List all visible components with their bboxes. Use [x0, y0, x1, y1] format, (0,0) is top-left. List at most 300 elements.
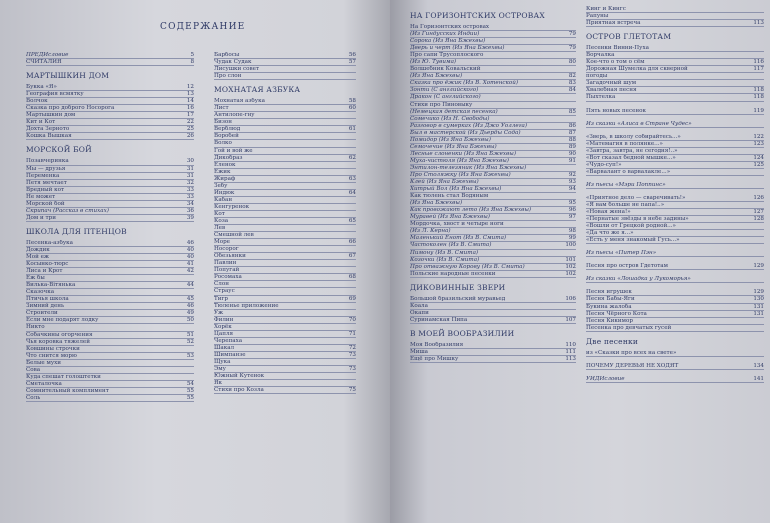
toc-entry-page: 89 [568, 143, 576, 150]
toc-entry [214, 148, 356, 155]
toc-entry-title: Птичья школа [26, 296, 69, 303]
toc-entry-page: 111 [565, 348, 576, 355]
toc-entry-title: Мордочка, хвост и четыре ноги [410, 221, 504, 228]
toc-entry-page: 124 [753, 154, 764, 161]
toc-entry-page: 82 [568, 73, 576, 80]
toc-entry-page: 12 [186, 84, 194, 91]
toc-entry-title: Дракон (С английского) [410, 94, 481, 101]
toc-entry-title: Обезьянки [214, 253, 246, 260]
toc-entry-title: Индюк [214, 189, 235, 196]
toc-entry [26, 268, 194, 275]
toc-entry [586, 195, 764, 202]
toc-entry [26, 346, 194, 353]
toc-entry-title: Еленок [214, 161, 236, 168]
toc-entry [410, 151, 576, 158]
toc-entry-title: Дохта Зерното [26, 126, 70, 133]
toc-entry [586, 59, 764, 66]
toc-entry-title: Собачкины огорчения [26, 331, 93, 338]
toc-entry [586, 148, 764, 155]
toc-entry-page: 41 [186, 261, 194, 268]
toc-entry-page: 33 [186, 186, 194, 193]
toc-entry [214, 59, 356, 66]
toc-entry-title: Лист [214, 105, 229, 112]
toc-entry-title: Из сказки «Алиса в Стране Чудес» [586, 120, 692, 127]
toc-entry [586, 87, 764, 94]
toc-entry [214, 183, 356, 190]
toc-entry-page: 113 [565, 355, 576, 362]
toc-entry-page: 129 [753, 263, 764, 270]
toc-entry [410, 271, 576, 278]
toc-entry [410, 158, 576, 165]
toc-entry [26, 374, 194, 381]
toc-entry-title: Сказочка [26, 289, 55, 296]
toc-entry-title: (Из Гиндусских Индии) [410, 31, 480, 38]
toc-entry-title: Филин [214, 316, 234, 323]
toc-entry-title: Семочечие (Из Яна Бжехвы) [410, 143, 497, 150]
toc-column-4 [586, 6, 764, 383]
toc-entry-page: 69 [348, 295, 356, 302]
toc-entry [586, 73, 764, 80]
toc-entry-title: Польские народные песенки [410, 270, 496, 277]
toc-entry-page: 118 [753, 94, 764, 101]
toc-entry-title: Зимний день [26, 303, 65, 310]
toc-entry-page: 54 [186, 380, 194, 387]
toc-entry [26, 310, 194, 317]
toc-entry [26, 194, 194, 201]
toc-entry-page: 46 [186, 303, 194, 310]
toc-entry-title: Маленький Енот (Из В. Смита) [410, 235, 507, 242]
toc-entry-title: из «Сказки про всех на свете» [586, 349, 677, 356]
toc-entry [586, 276, 764, 283]
toc-entry-page: 102 [565, 263, 576, 270]
toc-entry-page: 53 [186, 352, 194, 359]
toc-entry [214, 281, 356, 288]
toc-column-3 [410, 6, 576, 363]
toc-entry [26, 166, 194, 173]
toc-entry-title: Петя мечтает [26, 179, 67, 186]
toc-entry-page: 52 [186, 338, 194, 345]
toc-entry-title: География всмятку [26, 91, 84, 98]
toc-entry-page: 84 [568, 87, 576, 94]
toc-entry-title: (Из Л. Керна) [410, 228, 451, 235]
toc-entry-title: Лиса и Крот [26, 268, 63, 275]
toc-entry-page: 96 [568, 207, 576, 214]
toc-entry-page: 107 [565, 316, 576, 323]
toc-entry-title: Моя Вообразилия [410, 341, 464, 348]
toc-entry-title: Дождик [26, 246, 50, 253]
toc-entry-title: Кот [214, 210, 225, 217]
right-page [390, 0, 770, 523]
toc-entry-title: Как провожают лето (Из Яна Бжехвы) [410, 207, 532, 214]
toc-entry-title: Лев [214, 225, 226, 232]
toc-entry-title: Слон [214, 281, 229, 288]
toc-entry-page: 66 [348, 239, 356, 246]
toc-entry [214, 190, 356, 197]
toc-entry-title: «Вот сказал бедной мышке...» [586, 154, 676, 161]
toc-entry [214, 73, 356, 80]
toc-entry-title: Мохнатая азбука [214, 98, 265, 105]
toc-entry [586, 209, 764, 216]
toc-entry [410, 349, 576, 356]
toc-entry [214, 66, 356, 73]
toc-entry-title: Дом и три [26, 214, 56, 221]
toc-entry [214, 140, 356, 147]
toc-entry [586, 250, 764, 257]
toc-entry-page: 39 [186, 214, 194, 221]
toc-entry [26, 324, 194, 331]
toc-entry-title: (Из Яна Бжехвы) [410, 200, 463, 207]
toc-entry-title: Попугай [214, 267, 240, 274]
toc-entry-page: 67 [348, 253, 356, 260]
toc-entry [214, 373, 356, 380]
toc-entry [26, 180, 194, 187]
toc-entry-page: 129 [753, 289, 764, 296]
toc-entry [410, 94, 576, 101]
toc-entry-title: Сказка про ёжик (Из В. Хотенской) [410, 80, 519, 87]
toc-entry-title: Загадочный шум [586, 80, 637, 87]
toc-entry-title: Черепаха [214, 337, 243, 344]
toc-entry [410, 356, 576, 363]
toc-entry-title: Щука [214, 358, 231, 365]
toc-entry-title: погоды [586, 73, 608, 80]
toc-entry-title: Что снится морю [26, 352, 77, 359]
toc-entry [410, 172, 576, 179]
toc-entry [586, 52, 764, 59]
toc-entry [214, 338, 356, 345]
toc-entry [214, 126, 356, 133]
toc-entry-title: Коала [410, 302, 428, 309]
toc-entry-page: 26 [186, 133, 194, 140]
toc-entry-page: 46 [186, 239, 194, 246]
toc-entry-page: 106 [565, 295, 576, 302]
toc-entry-page: 58 [348, 98, 356, 105]
toc-entry-title: Морской бой [26, 200, 65, 207]
toc-entry-title: Муха-чистюля (Из Яна Бжехвы) [410, 157, 509, 164]
toc-entry-title: «Есть у меня знакомый Гусь...» [586, 237, 680, 244]
toc-entry-page: 75 [348, 387, 356, 394]
toc-entry [410, 130, 576, 137]
toc-entry-title: Лисушки совет [214, 66, 260, 73]
toc-entry-page: 90 [568, 150, 576, 157]
toc-entry-title: Сомечико (Из Н. Свободы) [410, 115, 490, 122]
toc-entry [410, 207, 576, 214]
toc-entry-page: 122 [753, 133, 764, 140]
toc-entry-page: 61 [348, 126, 356, 133]
toc-entry-page: 117 [753, 66, 764, 73]
toc-entry-title: Гой и вой же [214, 147, 253, 154]
toc-entry-page: 102 [565, 270, 576, 277]
toc-entry [410, 296, 576, 303]
toc-entry [586, 263, 764, 270]
toc-entry-title: Помидор (Из Яна Бжехвы) [410, 136, 491, 143]
toc-entry-title: Рапуны [586, 13, 609, 20]
toc-entry-page: 119 [753, 107, 764, 114]
toc-entry-title: Про слон [214, 73, 242, 80]
toc-section-heading: В МОЕЙ ВООБРАЗИЛИИ [410, 328, 515, 338]
toc-entry [26, 52, 194, 59]
toc-entry-title: Чья коровка тяжелей [26, 338, 90, 345]
toc-entry [586, 202, 764, 209]
toc-entry-title: Кое-что о том о сём [586, 59, 645, 66]
toc-entry [214, 317, 356, 324]
toc-entry-page: 30 [186, 158, 194, 165]
toc-entry-title: ПОЧЕМУ ДЕРЕВЬЯ НЕ ХОДЯТ [586, 362, 679, 369]
toc-entry-title: Песенка про девчатых гусей [586, 324, 672, 331]
toc-entry-title: Пыхтелка [586, 94, 616, 101]
toc-entry [586, 376, 764, 383]
toc-entry-title: Кошка Вышкая [26, 133, 72, 140]
toc-entry-title: Песня игрушек [586, 289, 632, 296]
toc-entry-title: Як [214, 380, 223, 387]
toc-entry-page: 97 [568, 214, 576, 221]
toc-entry-title: Эму [214, 365, 226, 372]
toc-entry-page: 85 [568, 108, 576, 115]
toc-entry-title: Про отважную Корову (Из В. Смита) [410, 263, 525, 270]
toc-entry [26, 332, 194, 339]
toc-entry-title: Муравей (Из Яна Бжехвы) [410, 214, 490, 221]
toc-entry-page: 100 [565, 242, 576, 249]
toc-entry [410, 303, 576, 310]
toc-entry-page: 42 [186, 268, 194, 275]
toc-entry-title: Хорёк [214, 323, 232, 330]
toc-entry [410, 38, 576, 45]
toc-entry-title: Росомаха [214, 274, 242, 281]
toc-entry [586, 162, 764, 169]
toc-entry-title: Зонти (С английского) [410, 87, 479, 94]
toc-entry-title: Из пьесы «Мэри Поппинс» [586, 181, 666, 188]
toc-entry-title: «Завтра, завтра, не сегодня!..» [586, 147, 678, 154]
toc-entry-page: 130 [753, 296, 764, 303]
toc-entry [26, 187, 194, 194]
toc-entry [410, 221, 576, 228]
toc-entry-page: 55 [186, 387, 194, 394]
toc-entry [214, 112, 356, 119]
toc-entry [214, 331, 356, 338]
toc-entry [410, 102, 576, 109]
toc-entry-title: Окапи [410, 309, 429, 316]
toc-entry-page: 57 [348, 59, 356, 66]
toc-entry-title: Стихи про Пиновыку [410, 101, 473, 108]
toc-entry-title: Белые мухи [26, 359, 62, 366]
toc-entry [586, 216, 764, 223]
toc-section-heading: ОСТРОВ ГЛЕТОТАМ [586, 32, 672, 42]
toc-column-2 [214, 52, 356, 394]
toc-entry-title: Южный Кутенок [214, 373, 265, 380]
toc-entry-page: 73 [348, 365, 356, 372]
toc-entry [26, 201, 194, 208]
toc-entry [214, 211, 356, 218]
toc-entry [214, 162, 356, 169]
toc-entry-title: Букина жалоба [586, 303, 632, 310]
toc-entry-title: Соль [26, 394, 41, 401]
toc-entry-page: 79 [568, 45, 576, 52]
toc-entry-title: Песня Бабы-Яги [586, 296, 635, 303]
toc-entry-title: Шимпанзе [214, 351, 246, 358]
toc-entry-title: Дверь и черт (Из Яна Бжехвы) [410, 45, 505, 52]
toc-entry [26, 289, 194, 296]
toc-entry-title: Переменка [26, 172, 60, 179]
toc-entry-title: Песня Кикимор [586, 317, 633, 324]
toc-entry [586, 223, 764, 230]
toc-entry-page: 56 [348, 52, 356, 58]
toc-section-heading: МАРТЫШКИН ДОМ [26, 71, 110, 81]
toc-entry-title: Из сказки «Лошадка у Лукоморья» [586, 276, 691, 283]
toc-entry [586, 6, 764, 13]
toc-entry-title: СЧИТАЛИЯ [26, 59, 62, 66]
toc-entry [214, 197, 356, 204]
toc-entry [410, 66, 576, 73]
toc-entry [410, 186, 576, 193]
toc-entry [26, 254, 194, 261]
toc-entry [26, 381, 194, 388]
toc-entry [26, 59, 194, 66]
toc-entry-page: 83 [568, 80, 576, 87]
toc-entry [410, 179, 576, 186]
toc-entry-title: Ещё про Мишку [410, 355, 459, 362]
toc-section-heading: МОРСКОЙ БОЙ [26, 145, 92, 155]
toc-entry [586, 80, 764, 87]
toc-entry-page: 16 [186, 105, 194, 112]
toc-entry-page: 13 [186, 91, 194, 98]
toc-entry-title: Зебу [214, 182, 228, 189]
toc-entry-page: 131 [753, 303, 764, 310]
toc-entry-title: (Немецкая детская песенка) [410, 108, 498, 115]
toc-entry [586, 311, 764, 318]
toc-entry [26, 247, 194, 254]
toc-entry-title: Как тюлень стал Водяным [410, 193, 489, 200]
toc-entry-title: Хвалебная песня [586, 87, 637, 94]
toc-entry [410, 193, 576, 200]
toc-entry [410, 116, 576, 123]
toc-entry [214, 133, 356, 140]
toc-entry-page: 87 [568, 129, 576, 136]
toc-entry-title: Смешной лев [214, 232, 254, 239]
toc-entry [214, 155, 356, 162]
toc-entry-page: 93 [568, 179, 576, 186]
toc-entry-title: Хитрый Вол (Из Яна Бжехвы) [410, 186, 502, 193]
toc-entry-page: 45 [186, 296, 194, 303]
toc-entry [26, 133, 194, 140]
toc-entry-title: Кенгуренок [214, 203, 250, 210]
toc-entry-title: Бизон [214, 119, 232, 126]
toc-entry [410, 317, 576, 324]
toc-entry-page: 44 [186, 282, 194, 289]
toc-entry-title: ПРЕДИсловие [26, 52, 69, 58]
toc-entry [26, 105, 194, 112]
toc-entry-title: Из пьесы «Питер Пэн» [586, 250, 657, 257]
toc-entry-page: 55 [186, 394, 194, 401]
toc-entry-page: 60 [348, 105, 356, 112]
toc-entry [214, 288, 356, 295]
toc-entry-page: 31 [186, 165, 194, 172]
toc-entry-title: Козочки (Из В. Смита) [410, 256, 480, 263]
toc-entry-page: 64 [348, 189, 356, 196]
toc-entry-title: УЙДИсловие [586, 375, 625, 382]
toc-entry [410, 52, 576, 59]
toc-entry-page: 50 [186, 317, 194, 324]
toc-entry-title: Энтилон-телезяник (Из Яна Бжехвы) [410, 164, 527, 171]
toc-entry [26, 353, 194, 360]
toc-entry-title: Мартышкин дом [26, 112, 76, 119]
toc-entry [410, 87, 576, 94]
toc-entry-page: 31 [186, 172, 194, 179]
toc-entry [26, 339, 194, 346]
toc-entry [214, 119, 356, 126]
toc-entry-title: Косынко-тюрс [26, 261, 69, 268]
toc-entry [410, 242, 576, 249]
toc-entry [586, 325, 764, 332]
toc-entry-title: (Из Ю. Тувима) [410, 59, 457, 66]
toc-entry [26, 296, 194, 303]
toc-entry [214, 98, 356, 105]
toc-entry [214, 253, 356, 260]
toc-entry-title: Куда спешат голоштетки [26, 373, 101, 380]
toc-entry-title: Сказка про доброго Носорога [26, 105, 115, 112]
toc-entry-title: Дикобраз [214, 154, 243, 161]
toc-entry-page: 51 [186, 331, 194, 338]
toc-entry-title: Частоколен (Из В. Смита) [410, 242, 492, 249]
toc-entry-title: Пять новых песенок [586, 107, 647, 114]
toc-entry-title: Не может [26, 193, 56, 200]
toc-entry-page: 73 [348, 351, 356, 358]
toc-entry-page: 101 [565, 256, 576, 263]
toc-entry-title: Волшебник Ковальский [410, 66, 481, 73]
toc-section-heading: МОХНАТАЯ АЗБУКА [214, 85, 301, 95]
toc-entry [214, 52, 356, 59]
toc-entry [214, 310, 356, 317]
toc-entry [214, 359, 356, 366]
toc-entry-title: «Чудо-суп!» [586, 161, 622, 168]
toc-entry-title: Никто [26, 324, 45, 331]
toc-entry-title: Кит и Кот [26, 119, 56, 126]
toc-entry [410, 137, 576, 144]
toc-entry [410, 250, 576, 257]
toc-entry [214, 218, 356, 225]
toc-entry-title: Волчок [26, 98, 48, 105]
toc-entry-title: «Пернатые звёзды в небе задины» [586, 216, 689, 223]
toc-entry [26, 158, 194, 165]
toc-entry-page: 49 [186, 310, 194, 317]
toc-entry [410, 228, 576, 235]
toc-entry-page: 91 [568, 157, 576, 164]
toc-entry-title: Песенка-азбука [26, 239, 73, 246]
toc-entry [26, 303, 194, 310]
toc-section-heading: ШКОЛА ДЛЯ ПТЕНЦОВ [26, 226, 127, 236]
toc-entry [214, 274, 356, 281]
toc-entry [410, 165, 576, 172]
toc-entry-page: 71 [348, 330, 356, 337]
toc-entry [214, 260, 356, 267]
toc-entry-page: 141 [753, 375, 764, 382]
toc-entry [214, 366, 356, 373]
toc-entry-page: 33 [186, 193, 194, 200]
toc-column-1 [26, 52, 194, 402]
toc-entry-page: 79 [568, 31, 576, 38]
toc-entry-page: 62 [348, 154, 356, 161]
toc-entry-title: На Горизонтских островах [410, 24, 490, 30]
toc-entry-title: Пимону (Из В. Смита) [410, 249, 479, 256]
toc-entry-title: Верблюд [214, 126, 241, 133]
toc-entry-page: 8 [190, 59, 194, 66]
toc-entry-title: Песенки Винни-Пуха [586, 45, 649, 52]
toc-entry-title: Стихи про Козла [214, 387, 264, 394]
toc-entry [214, 176, 356, 183]
toc-entry-title: Носорог [214, 246, 239, 253]
toc-entry-page: 32 [186, 179, 194, 186]
toc-entry-title: Тигр [214, 295, 228, 302]
toc-entry-page: 70 [348, 316, 356, 323]
toc-entry-page: 99 [568, 235, 576, 242]
